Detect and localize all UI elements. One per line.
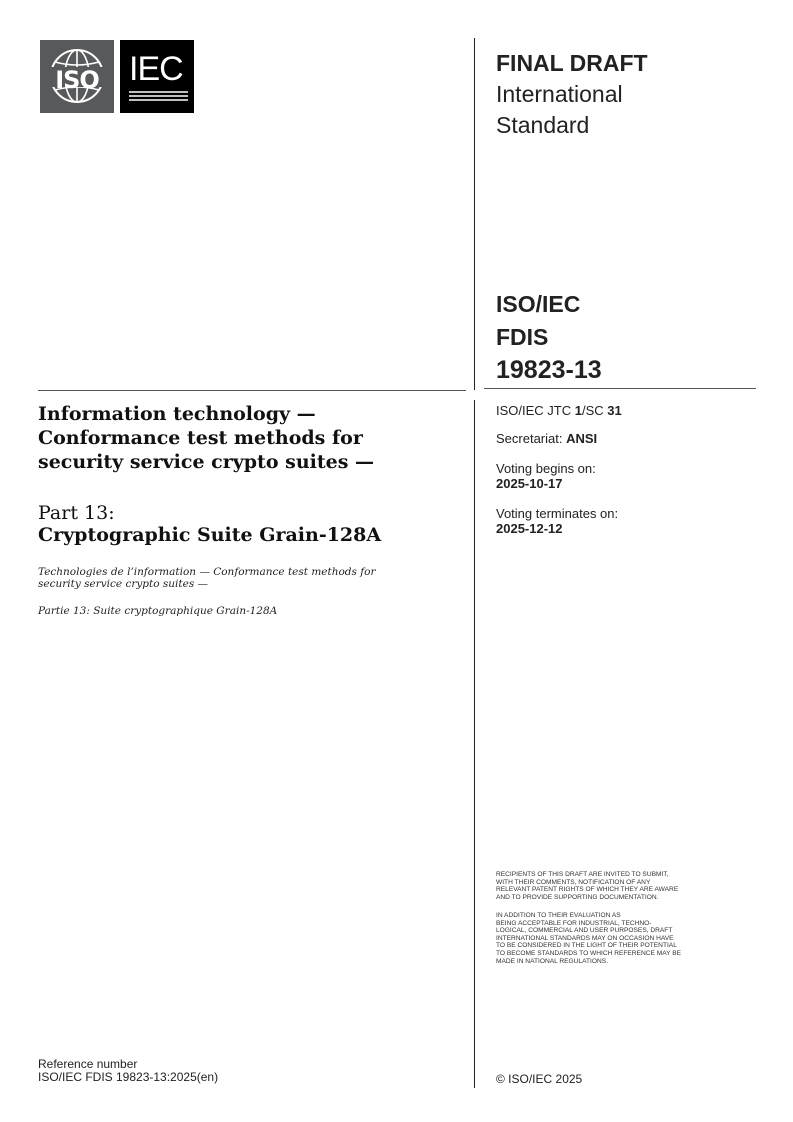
document-type-line1: International bbox=[496, 81, 623, 107]
vertical-rule-bottom bbox=[474, 400, 475, 1088]
document-title: Information technology — Conformance test methods for security service crypto suites — bbox=[38, 403, 375, 473]
reference-number: Reference number ISO/IEC FDIS 19823-13:2025(en) bbox=[38, 1057, 219, 1084]
document-id-line1: ISO/IEC bbox=[496, 291, 581, 317]
french-title: Technologies de l’information — Conformance test methods for security service crypto suites — bbox=[38, 566, 376, 590]
french-part-title: Partie 13: Suite cryptographique Grain-128A bbox=[38, 605, 278, 617]
document-stage bbox=[496, 48, 756, 141]
horizontal-rule-right bbox=[484, 388, 756, 389]
vertical-rule-top bbox=[474, 38, 475, 390]
secretariat: Secretariat: ANSI bbox=[496, 431, 598, 446]
document-id-number: 19823-13 bbox=[496, 356, 602, 384]
final-draft-label: FINAL DRAFT bbox=[496, 50, 648, 76]
voting-terminates: Voting terminates on: 2025-12-12 bbox=[496, 506, 619, 536]
committee: ISO/IEC JTC 1/SC 31 bbox=[496, 403, 622, 418]
iec-lines-icon bbox=[120, 40, 194, 113]
voting-begins: Voting begins on: 2025-10-17 bbox=[496, 461, 596, 491]
document-id-line2: FDIS bbox=[496, 324, 549, 350]
part-title: Cryptographic Suite Grain-128A bbox=[38, 524, 382, 546]
copyright: © ISO/IEC 2025 bbox=[496, 1072, 583, 1086]
iec-logo bbox=[120, 40, 194, 113]
iso-logo bbox=[40, 40, 114, 113]
iso-logo-text: ISO bbox=[55, 66, 99, 94]
part-number: Part 13: bbox=[38, 502, 115, 524]
document-id bbox=[496, 288, 602, 387]
horizontal-rule-left bbox=[38, 390, 466, 391]
voting-terminates-date: 2025-12-12 bbox=[496, 521, 563, 536]
voting-begins-date: 2025-10-17 bbox=[496, 476, 563, 491]
iec-logo-text: IEC bbox=[129, 50, 183, 88]
document-type-line2: Standard bbox=[496, 112, 590, 138]
notice-patent: RECIPIENTS OF THIS DRAFT ARE INVITED TO SUBMIT, WITH THEIR COMMENTS, NOTIFICATION OF ANY RELEVANT PATENT RIGHTS OF WHICH THEY ARE AWARE AND TO PROVIDE SUPPORTING DOCUMENTATION. bbox=[496, 871, 679, 901]
notice-evaluation: IN ADDITION TO THEIR EVALUATION AS BEING ACCEPTABLE FOR INDUSTRIAL, TECHNO- LOGICAL, COMMERCIAL AND USER PURPOSES, DRAFT INTERNATIONAL STANDARDS MAY ON OCCASION HAVE TO BE CONSIDERED IN THE LIGHT OF THEIR POTENTIAL TO BECOME STANDARDS TO WHICH REFERENCE MAY BE MADE IN NATIONAL REGULATIONS. bbox=[496, 912, 682, 965]
